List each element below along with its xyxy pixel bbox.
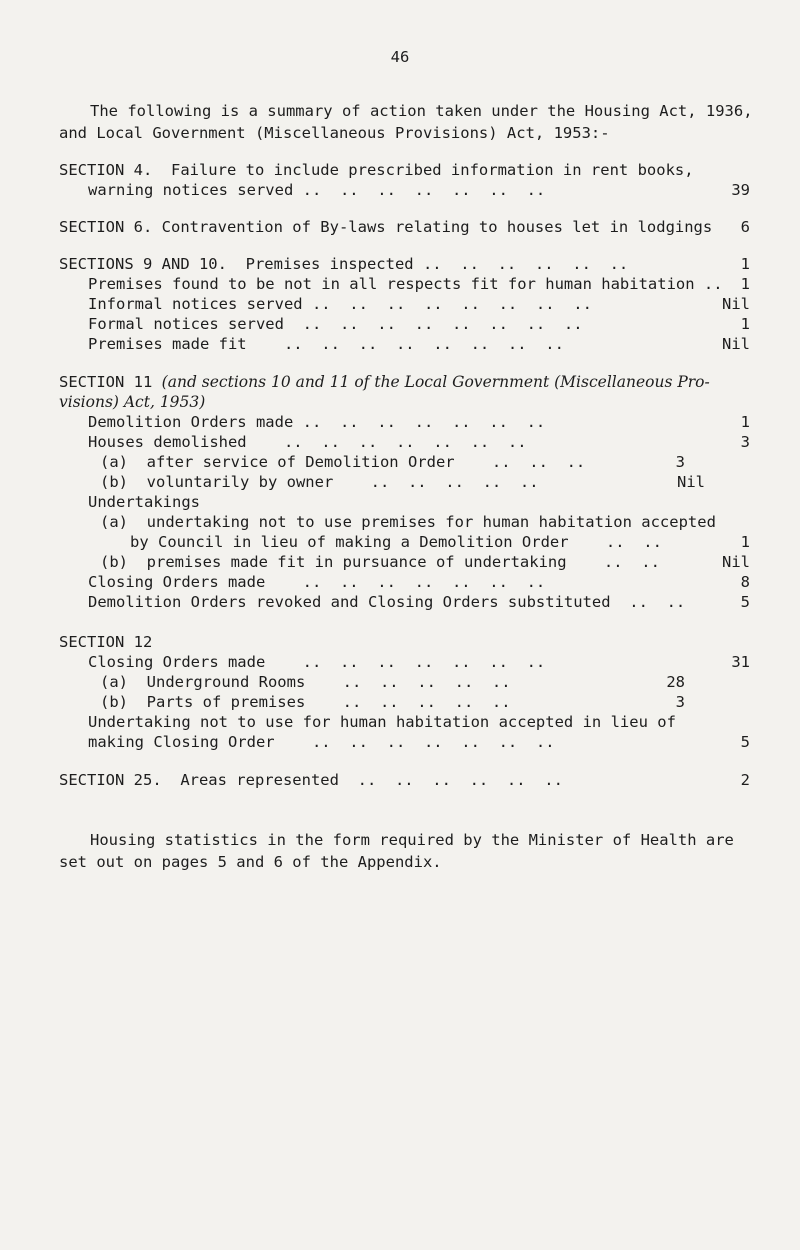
section4-value: 39 <box>731 181 750 199</box>
intro-line-2: and Local Government (Miscellaneous Provisions) Act, 1953:- <box>59 124 610 142</box>
s11-a-value: 3 <box>675 453 685 471</box>
s11-b-label: (b) voluntarily by owner .. .. .. .. .. <box>100 473 539 491</box>
s12-closing-value: 31 <box>731 653 750 671</box>
s9-row-1-label: SECTIONS 9 AND 10. Premises inspected .. .. .. .. .. .. <box>59 255 629 273</box>
s11-undertakings: Undertakings <box>88 493 200 511</box>
s11-a-label: (a) after service of Demolition Order .. .. .. <box>100 453 586 471</box>
s9-row-1-value: 1 <box>740 255 750 273</box>
section11-prefix: SECTION 11 <box>59 373 153 391</box>
s9-row-2-value: 1 <box>740 275 750 293</box>
s11-revoked-label: Demolition Orders revoked and Closing Orders substituted .. .. <box>88 593 686 611</box>
section25-label: SECTION 25. Areas represented .. .. .. .. .. .. <box>59 771 563 789</box>
s12-b-label: (b) Parts of premises .. .. .. .. .. <box>100 693 511 711</box>
s9-row-4-value: 1 <box>740 315 750 333</box>
s11-demolition-value: 1 <box>740 413 750 431</box>
section6-label: SECTION 6. Contravention of By-laws relating to houses let in lodgings <box>59 218 713 236</box>
s11-closing-value: 8 <box>740 573 750 591</box>
s9-row-2-label: Premises found to be not in all respects fit for human habitation .. <box>88 275 723 293</box>
section11-heading <box>59 372 710 392</box>
section12-heading: SECTION 12 <box>59 633 153 651</box>
s9-row-3-label: Informal notices served .. .. .. .. .. .. .. .. <box>88 295 592 313</box>
s11-ub-value: Nil <box>722 553 750 571</box>
section4-heading: SECTION 4. Failure to include prescribed information in rent books, <box>59 161 694 179</box>
s9-row-5-value: Nil <box>722 335 750 353</box>
s11-houses-value: 3 <box>740 433 750 451</box>
s11-ua-line-2: by Council in lieu of making a Demolition Order .. .. <box>130 533 662 551</box>
section25-value: 2 <box>740 771 750 789</box>
s11-revoked-value: 5 <box>740 593 750 611</box>
s12-undertaking-line-1: Undertaking not to use for human habitation accepted in lieu of <box>88 713 676 731</box>
s11-ub-label: (b) premises made fit in pursuance of undertaking .. .. <box>100 553 660 571</box>
s11-b-value: Nil <box>677 473 705 491</box>
s12-undertaking-value: 5 <box>740 733 750 751</box>
section11-italic-2: visions) Act, 1953) <box>59 393 206 411</box>
page-number: 46 <box>390 48 410 66</box>
footer-line-1: Housing statistics in the form required by the Minister of Health are <box>90 831 734 849</box>
section11-italic-1: (and sections 10 and 11 of the Local Government (Miscellaneous Pro- <box>161 373 710 391</box>
footer-line-2: set out on pages 5 and 6 of the Appendix. <box>59 853 442 871</box>
s11-closing-label: Closing Orders made .. .. .. .. .. .. .. <box>88 573 546 591</box>
section4-label: warning notices served .. .. .. .. .. .. .. <box>88 181 546 199</box>
s11-demolition-label: Demolition Orders made .. .. .. .. .. .. .. <box>88 413 546 431</box>
s11-ua-line-1: (a) undertaking not to use premises for human habitation accepted <box>100 513 716 531</box>
s12-closing-label: Closing Orders made .. .. .. .. .. .. .. <box>88 653 546 671</box>
intro-line-1: The following is a summary of action taken under the Housing Act, 1936, <box>90 102 753 120</box>
s9-row-4-label: Formal notices served .. .. .. .. .. .. .. .. <box>88 315 583 333</box>
s9-row-5-label: Premises made fit .. .. .. .. .. .. .. .. <box>88 335 564 353</box>
s11-houses-label: Houses demolished .. .. .. .. .. .. .. <box>88 433 527 451</box>
s12-undertaking-line-2: making Closing Order .. .. .. .. .. .. .. <box>88 733 555 751</box>
s12-b-value: 3 <box>675 693 685 711</box>
s12-a-value: 28 <box>666 673 685 691</box>
section6-value: 6 <box>740 218 750 236</box>
s9-row-3-value: Nil <box>722 295 750 313</box>
s11-ua-value: 1 <box>740 533 750 551</box>
s12-a-label: (a) Underground Rooms .. .. .. .. .. <box>100 673 511 691</box>
